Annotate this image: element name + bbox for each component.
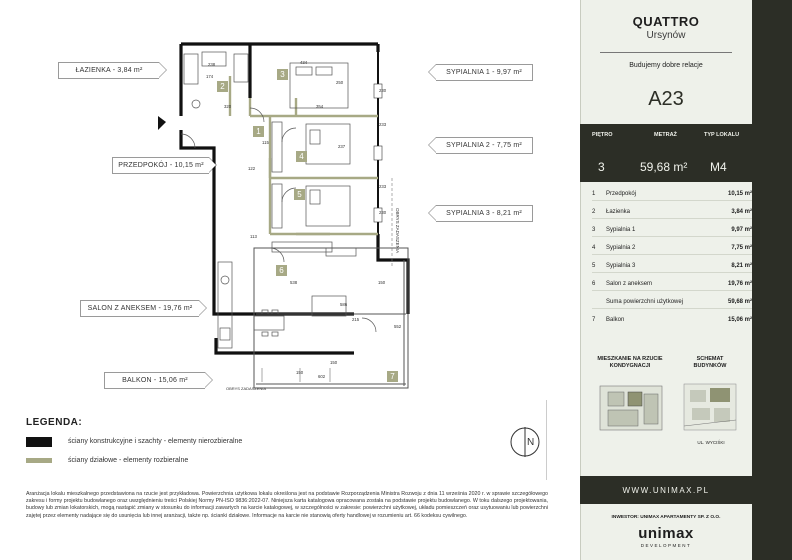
svg-text:354: 354: [316, 104, 324, 109]
svg-text:233: 233: [379, 184, 387, 189]
tagline: Budujemy dobre relacje: [629, 62, 703, 69]
svg-text:230: 230: [379, 210, 387, 215]
type-value: M4: [710, 160, 727, 174]
cover-note: OBRYS ZADASZENIA: [226, 386, 267, 391]
svg-text:215: 215: [352, 317, 360, 322]
north-compass: [508, 425, 542, 459]
room-number-2: 2: [217, 81, 228, 92]
svg-text:115: 115: [262, 140, 269, 145]
svg-text:552: 552: [394, 324, 402, 329]
svg-text:250: 250: [336, 80, 344, 85]
brand-title: QUATTRO: [632, 14, 700, 29]
legend-swatch-structural: [26, 437, 52, 447]
svg-text:233: 233: [379, 122, 387, 127]
room-number-1: 1: [253, 126, 264, 137]
room-row: 1 Przedpokój 10,15 m²: [592, 191, 752, 197]
label-hall: PRZEDPOKÓJ - 10,15 m²: [112, 157, 209, 174]
building-scheme-map: [682, 380, 738, 436]
room-number-3: 3: [277, 69, 288, 80]
floor-value: 3: [598, 160, 605, 174]
svg-text:602: 602: [318, 374, 326, 379]
svg-text:N: N: [527, 437, 535, 448]
balcony-row: 7 Balkon 15,06 m²: [592, 317, 752, 323]
svg-text:122: 122: [248, 166, 256, 171]
label-salon: SALON Z ANEKSEM - 19,76 m²: [80, 300, 199, 317]
room-number-5: 5: [294, 189, 305, 200]
label-bedroom1: SYPIALNIA 1 - 9,97 m²: [436, 64, 533, 81]
header-area: METRAŻ: [654, 132, 677, 138]
label-bathroom: ŁAZIENKA - 3,84 m²: [58, 62, 159, 79]
header-floor: PIĘTRO: [592, 132, 613, 138]
header-type: TYP LOKALU: [704, 132, 740, 138]
svg-text:538: 538: [290, 280, 298, 285]
unit-code: A23: [648, 88, 684, 110]
svg-text:150: 150: [296, 370, 304, 375]
floor-plan: [150, 38, 420, 398]
svg-text:113: 113: [250, 234, 257, 239]
room-number-4: 4: [296, 151, 307, 162]
street-label: UL. WYCIŚKI: [697, 440, 725, 445]
legend-swatch-partition: [26, 458, 52, 463]
room-row: 2 Łazienka 3,84 m²: [592, 209, 752, 215]
total-row: Suma powierzchni użytkowej 59,68 m²: [606, 299, 752, 305]
floor-position-map: [598, 380, 664, 436]
label-bedroom3: SYPIALNIA 3 - 8,21 m²: [436, 205, 533, 222]
svg-text:230: 230: [379, 88, 387, 93]
logo-sub: DEVELOPMENT: [640, 543, 692, 548]
website-link[interactable]: WWW.UNIMAX.PL: [622, 486, 710, 495]
room-number-6: 6: [276, 265, 287, 276]
room-number-7: 7: [387, 371, 398, 382]
room-row: 3 Sypialnia 1 9,97 m²: [592, 227, 752, 233]
svg-text:434: 434: [300, 60, 308, 65]
label-bedroom2: SYPIALNIA 2 - 7,75 m²: [436, 137, 533, 154]
room-row: 5 Sypialnia 3 8,21 m²: [592, 263, 752, 269]
unimax-logo: unimax: [638, 525, 694, 542]
label-balcony: BALKON - 15,06 m²: [104, 372, 205, 389]
district: Ursynów: [646, 30, 686, 41]
right-strip: [752, 0, 792, 560]
svg-text:237: 237: [338, 144, 346, 149]
svg-text:150: 150: [378, 280, 386, 285]
svg-text:320: 320: [224, 104, 232, 109]
legend-text-structural: ściany konstrukcyjne i szachty - elementy nierozbieralne: [68, 438, 243, 445]
area-value: 59,68 m²: [640, 160, 688, 174]
position-title: MIESZKANIE NA RZUCIE KONDYGNACJI: [597, 356, 663, 369]
svg-text:174: 174: [206, 74, 214, 79]
legend-title: LEGENDA:: [26, 417, 83, 428]
legend-text-partition: ściany działowe - elementy rozbieralne: [68, 457, 189, 464]
entrance-arrow: [158, 116, 166, 130]
room-row: 4 Sypialnia 2 7,75 m²: [592, 245, 752, 251]
svg-text:150: 150: [330, 360, 338, 365]
separator: [546, 400, 547, 480]
investor-note: INWESTOR: UNIMAX APARTAMENTY SP. Z O.O.: [611, 515, 721, 520]
shaft-note: OBRYS ZADASZENIA: [395, 208, 400, 254]
svg-text:238: 238: [208, 62, 216, 67]
disclaimer-footnote: Aranżacja lokalu mieszkalnego przedstawiona na rzucie jest przykładowa. Powierzchnia użytkowa lokalu określona jest na podstawie Rozporządzenia Ministra Rozwoju z dnia 11 września 2020 r. w sprawie szczegółowego zakresu i formy projektu budowlanego oraz uwzględnieniu treści Polskiej Normy PN-ISO 9836:2022-07. Niniejsza karta katalogowa opracowana została na podstawie projektu budowlanego. W toku dalszego projektowania, budowy lub zmian lokatorskich, mogą nastąpić zmiany w stosunku do informacji zawartych na karcie katalogowej, w szczególności w zakresie: powierzchni użytkowej, układu pomieszczeń oraz usytuowaniu lub powierzchni zajętej przez elementy nadające się do usunięcia lub innej aranżacji, także np. ścianki działowe. Informacje na karcie nie stanowią oferty handlowej w rozumieniu art. 66 kodeksu cywilnego.: [26, 491, 548, 519]
scheme-title: SCHEMAT BUDYNKÓW: [693, 356, 727, 369]
svg-text:586: 586: [340, 302, 348, 307]
room-row: 6 Salon z aneksem 19,76 m²: [592, 281, 752, 287]
